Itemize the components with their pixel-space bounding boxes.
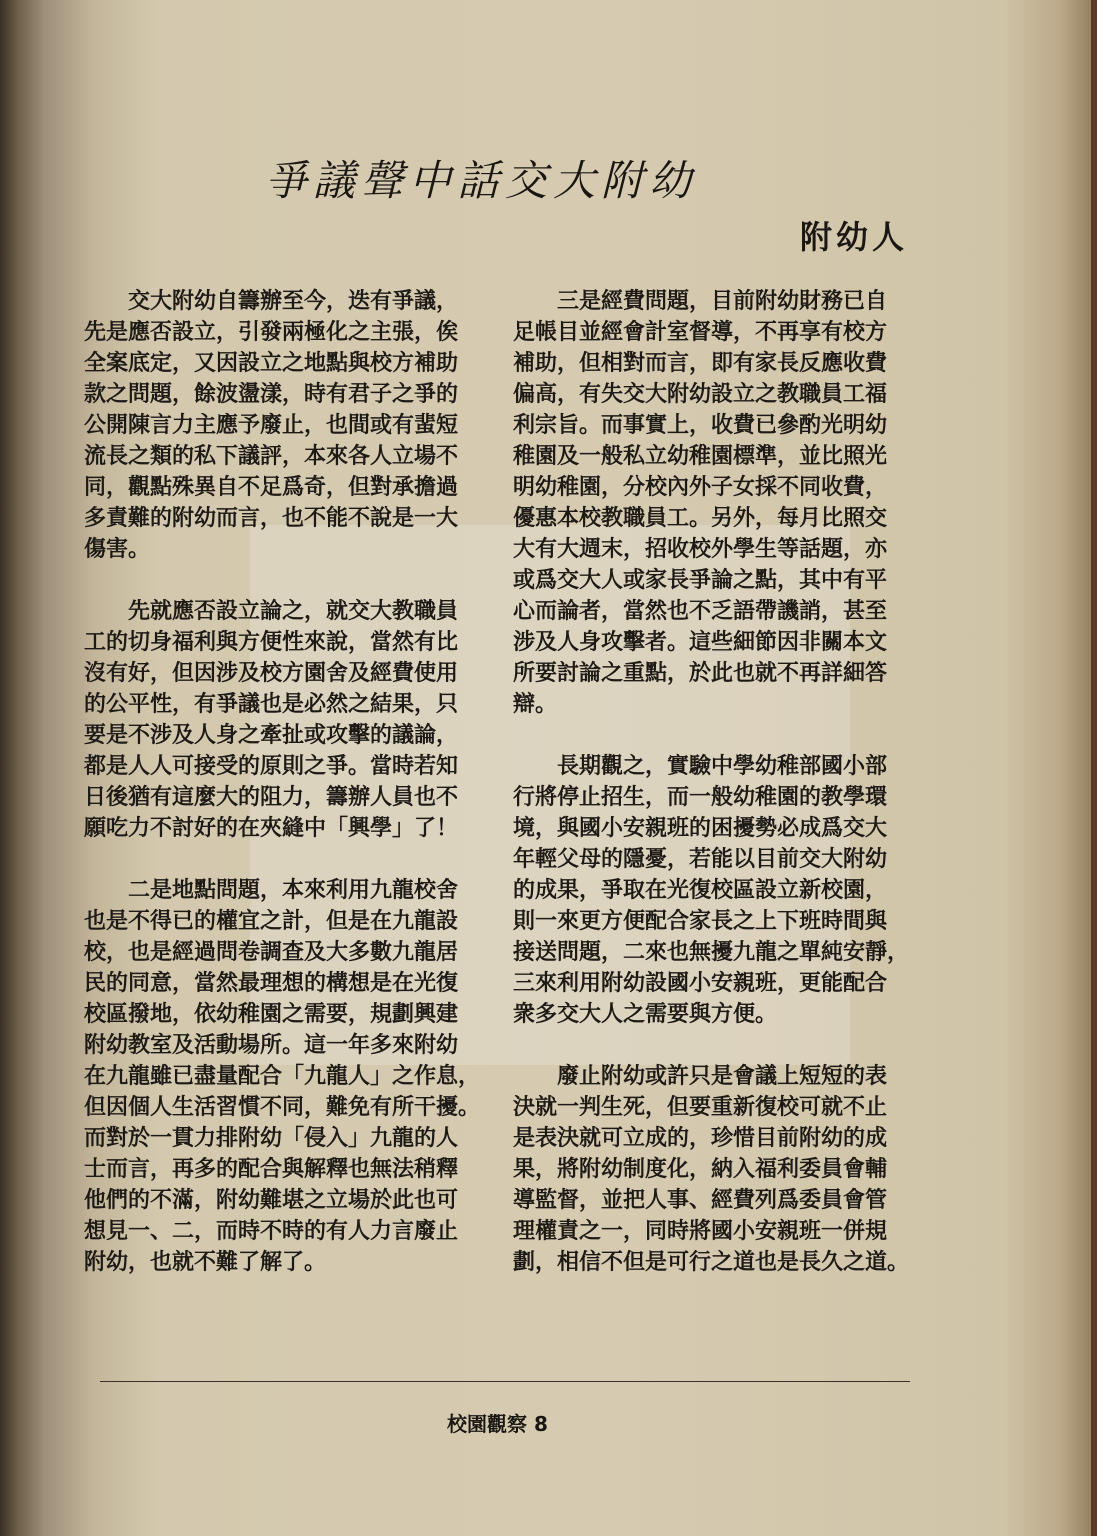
article-author: 附幼人 (800, 218, 909, 256)
text-line: 多責難的附幼而言，也不能不說是一大 (84, 505, 459, 531)
text-line: 校區撥地，依幼稚園之需要，規劃興建 (84, 1001, 459, 1027)
text-line: 先是應否設立，引發兩極化之主張，俟 (84, 319, 459, 345)
text-line: 願吃力不討好的在夾縫中「興學」了！ (84, 815, 459, 841)
text-line: 的公平性，有爭議也是必然之結果，只 (84, 691, 459, 717)
text-line: 全案底定，又因設立之地點與校方補助 (84, 350, 459, 376)
text-line: 果，將附幼制度化，納入福利委員會輔 (513, 1156, 888, 1182)
text-line: 同，觀點殊異自不足爲奇，但對承擔過 (84, 474, 459, 500)
paragraph-gap (513, 1030, 913, 1061)
text-line: 所要討論之重點，於此也就不再詳細答 (513, 660, 888, 686)
paragraph (84, 286, 484, 565)
text-line: 廢止附幼或許只是會議上短短的表 (513, 1063, 888, 1089)
text-line: 決就一判生死，但要重新復校可就不止 (513, 1094, 888, 1120)
article-title: 爭議聲中話交大附幼 (265, 156, 698, 205)
text-line: 是表決就可立成的，珍惜目前附幼的成 (513, 1125, 888, 1151)
text-line: 導監督，並把人事、經費列爲委員會管 (513, 1187, 888, 1213)
text-line: 優惠本校教職員工。另外，每月比照交 (513, 505, 888, 531)
text-line: 辯。 (513, 691, 558, 717)
text-line: 而對於一貫力排附幼「侵入」九龍的人 (84, 1125, 459, 1151)
text-line: 民的同意，當然最理想的構想是在光復 (84, 970, 459, 996)
paragraph-gap (513, 720, 913, 751)
text-line: 交大附幼自籌辦至今，迭有爭議， (84, 288, 459, 314)
text-line: 先就應否設立論之，就交大教職員 (84, 598, 459, 624)
text-line: 長期觀之，實驗中學幼稚部國小部 (513, 753, 888, 779)
text-line: 想見一、二，而時不時的有人力言廢止 (84, 1218, 459, 1244)
text-line: 附幼，也就不難了解了。 (84, 1249, 327, 1275)
paragraph (84, 875, 484, 1278)
text-line: 明幼稚園，分校內外子女採不同收費， (513, 474, 888, 500)
text-line: 要是不涉及人身之牽扯或攻擊的議論， (84, 722, 459, 748)
text-line: 流長之類的私下議評，本來各人立場不 (84, 443, 459, 469)
text-line: 日後猶有這麼大的阻力，籌辦人員也不 (84, 784, 459, 810)
text-line: 心而論者，當然也不乏語帶譏誚，甚至 (513, 598, 888, 624)
text-line: 也是不得已的權宜之計，但是在九龍設 (84, 908, 459, 934)
text-line: 或爲交大人或家長爭論之點，其中有平 (513, 567, 888, 593)
text-line: 偏高，有失交大附幼設立之教職員工福 (513, 381, 888, 407)
text-line: 三是經費問題，目前附幼財務已自 (513, 288, 888, 314)
text-line: 校，也是經過問卷調查及大多數九龍居 (84, 939, 459, 965)
paragraph (513, 286, 913, 720)
text-line: 三來利用附幼設國小安親班，更能配合 (513, 970, 888, 996)
paragraph-gap (84, 565, 484, 596)
paragraph (513, 1061, 913, 1278)
text-line: 款之問題，餘波盪漾，時有君子之爭的 (84, 381, 459, 407)
text-line: 的成果，爭取在光復校區設立新校園， (513, 877, 888, 903)
text-line: 都是人人可接受的原則之爭。當時若知 (84, 753, 459, 779)
text-line: 補助，但相對而言，即有家長反應收費 (513, 350, 888, 376)
text-line: 接送問題，二來也無擾九龍之單純安靜， (513, 939, 910, 965)
text-line: 工的切身福利與方便性來說，當然有比 (84, 629, 459, 655)
right-column (513, 286, 913, 1278)
text-line: 在九龍雖已盡量配合「九龍人」之作息， (84, 1063, 481, 1089)
text-line: 涉及人身攻擊者。這些細節因非關本文 (513, 629, 888, 655)
text-line: 境，與國小安親班的困擾勢必成爲交大 (513, 815, 888, 841)
text-line: 則一來更方便配合家長之上下班時間與 (513, 908, 888, 934)
text-line: 大有大週末，招收校外學生等話題，亦 (513, 536, 888, 562)
paragraph (513, 751, 913, 1030)
text-line: 他們的不滿，附幼難堪之立場於此也可 (84, 1187, 459, 1213)
text-line: 行將停止招生，而一般幼稚園的教學環 (513, 784, 888, 810)
text-line: 理權責之一，同時將國小安親班一併規 (513, 1218, 888, 1244)
text-line: 年輕父母的隱憂，若能以目前交大附幼 (513, 846, 888, 872)
paragraph-gap (84, 844, 484, 875)
text-line: 公開陳言力主應予廢止，也間或有蜚短 (84, 412, 459, 438)
text-line: 衆多交大人之需要與方便。 (513, 1001, 778, 1027)
text-line: 沒有好，但因涉及校方園舍及經費使用 (84, 660, 459, 686)
text-line: 稚園及一般私立幼稚園標準，並比照光 (513, 443, 888, 469)
text-line: 士而言，再多的配合與解釋也無法稍釋 (84, 1156, 459, 1182)
text-line: 劃，相信不但是可行之道也是長久之道。 (513, 1249, 910, 1275)
page-footer: 校園觀察 8 (447, 1412, 548, 1436)
text-line: 足帳目並經會計室督導，不再享有校方 (513, 319, 888, 345)
text-line: 但因個人生活習慣不同，難免有所干擾。 (84, 1094, 481, 1120)
text-line: 傷害。 (84, 536, 151, 562)
page-edge (1091, 0, 1097, 1536)
paragraph (84, 596, 484, 844)
footer-divider (100, 1381, 910, 1382)
left-column (84, 286, 484, 1278)
text-line: 二是地點問題，本來利用九龍校舍 (84, 877, 459, 903)
text-line: 附幼教室及活動場所。這一年多來附幼 (84, 1032, 459, 1058)
text-line: 利宗旨。而事實上，收費已參酌光明幼 (513, 412, 888, 438)
